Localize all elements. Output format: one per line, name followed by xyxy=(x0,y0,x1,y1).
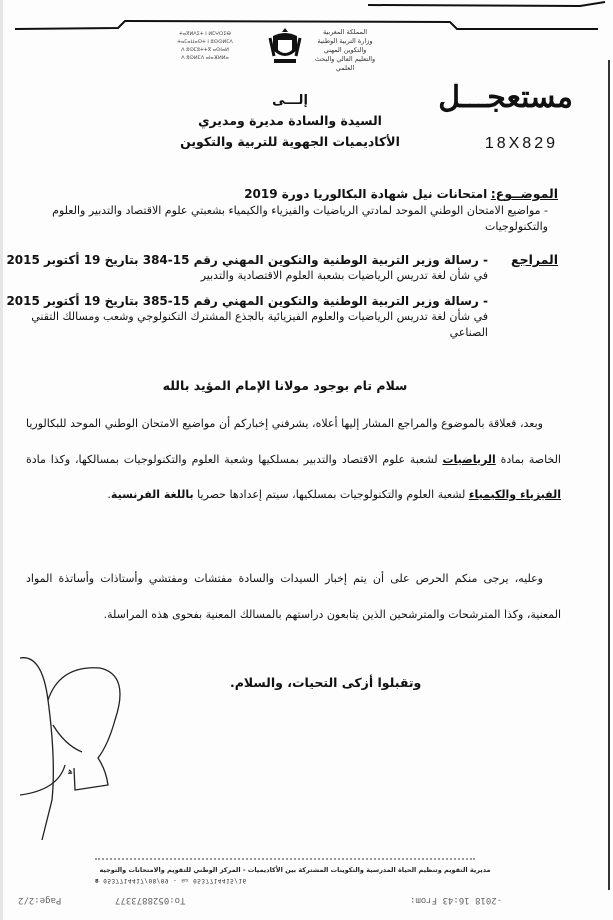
fax-top-border xyxy=(0,0,613,30)
subject-block xyxy=(0,186,558,235)
letterhead-arabic xyxy=(305,28,385,73)
letterhead-left-line: ⴷ ⵓⵙⵎⵓⵜⵜⴳ ⴰⵙⵏⴰⵍ xyxy=(181,47,229,53)
reference-item xyxy=(0,293,488,341)
body-text: وبعد، فعلاقة بالموضوع والمراجع المشار إليها أعلاه، يشرفني إخباركم أن مواضيع الامتحان الوطني الموحد للبكالوريا الخاصة بمادة xyxy=(26,417,561,466)
body-paragraph-2: وعليه، يرجى منكم الحرص على أن يتم إخبار السيدات والسادة مفتشات ومفتشي وأستاذات وأساتذة المواد المعنية، وكذا المترشحات والمترشحين الذين يتابعون دراستهم بالمسالك المعنية بفحوى هذه المراسلة. xyxy=(26,572,561,621)
letterhead-right-line: المملكة المغربية xyxy=(322,28,368,36)
svg-text:ﻫ: ﻫ xyxy=(68,767,73,777)
body-paragraph-1 xyxy=(26,406,561,513)
scan-edge-right xyxy=(608,60,610,890)
reference-head: - رسالة وزير التربية الوطنية والتكوين المهني رقم 15-385 بتاريخ 19 أكتوبر 2015 xyxy=(6,294,488,308)
reference-number: 18X829 xyxy=(484,135,558,152)
body-text: لشعبة العلوم والتكنولوجيات بمسلكيها، سيتم إعدادها حصريا xyxy=(193,488,469,501)
language-french: باللغة الفرنسية xyxy=(110,488,194,501)
reference-body: في شأن لغة تدريس الرياضيات بشعبة العلوم الاقتصادية والتدبير xyxy=(200,269,488,282)
letterhead-tifinagh xyxy=(150,30,260,62)
subject-title: امتحانات نيل شهادة البكالوريا دورة 2019 xyxy=(244,187,488,201)
addressee-block xyxy=(160,92,420,152)
closing-salutation: وتقبلوا أزكى التحيات، والسلام. xyxy=(230,675,422,690)
letterhead-left-line: ⵜⴰⴳⵍⴷⵉⵜ ⵏ ⵍⵎⵖⵔⵉⴱ xyxy=(179,31,231,37)
references-block xyxy=(0,252,558,350)
scan-edge-left xyxy=(0,0,3,920)
urgency-stamp: مستعجـــل xyxy=(438,80,573,115)
fax-datetime-from: -2018 16:43 From: xyxy=(410,895,503,905)
subject-detail: - مواضيع الامتحان الوطني الموحد لمادتي الرياضيات والفيزياء والكيمياء بشعبتي علوم الاقتصاد والتدبير والعلوم والتكنولوجيات xyxy=(52,204,548,233)
subject-label: الموضــوع: xyxy=(490,186,558,201)
letterhead-left-line: ⵜⴰⵎⴰⵡⴰⵙⵜ ⵏ ⵓⵙⵙⵍⵎⴷ xyxy=(177,39,233,45)
coat-of-arms-icon xyxy=(268,26,302,66)
footer-organization: مديرية التقويم وتنظيم الحياة المدرسية والتكوينات المشتركة بين الأكاديميات - المركز الوطني للتقويم والامتحانات والتوجيه xyxy=(99,866,491,874)
reference-body: في شأن لغة تدريس الرياضيات والعلوم الفيزيائية بالجذع المشترك التكنولوجي وشعب ومسالك التقني الصناعي xyxy=(31,310,488,339)
letterhead-right-line: وزارة التربية الوطنية xyxy=(317,37,373,45)
fax-recipient: To:0528873377 xyxy=(115,895,186,905)
addressee-line: السيدة والسادة مديرة ومديري xyxy=(198,113,382,128)
signature-icon xyxy=(20,640,200,840)
fax-page-number: Page:2/2 xyxy=(18,895,62,905)
references-label: المراجع xyxy=(511,252,558,267)
subject-mathematics: الرياضيات xyxy=(442,452,496,466)
letterhead-right-line: والتعليم العالي والبحث العلمي xyxy=(314,55,376,72)
subject-physics-chemistry: الفيزياء والكيمياء xyxy=(468,488,561,501)
greeting: سلام تام بوجود مولانا الإمام المؤيد بالله xyxy=(162,378,408,393)
body-text: . xyxy=(107,488,111,501)
footer-separator xyxy=(95,858,475,864)
reference-item xyxy=(0,252,488,284)
addressee-to: إلـــى xyxy=(272,93,308,108)
letterhead-left-line: ⴷ ⵓⵙⵍⵎⴷ ⴰⵏⴰⴼⵍⵍⴰ xyxy=(181,55,229,61)
reference-head: - رسالة وزير التربية الوطنية والتكوين المهني رقم 15-384 بتاريخ 19 أكتوبر 2015 xyxy=(6,253,488,267)
letterhead-right-line: والتكوين المهني xyxy=(323,46,367,54)
body-text: لشعبة علوم الاقتصاد والتدبير بمسلكيها وشعبة العلوم والتكنولوجيات بمسالكها، وكذا مادة xyxy=(26,452,443,466)
footer-phones: ☎ 0537714417/08/09 - ℻ 0537714415/16 xyxy=(95,877,247,884)
addressee-line: الأكاديميات الجهوية للتربية والتكوين xyxy=(180,134,400,149)
